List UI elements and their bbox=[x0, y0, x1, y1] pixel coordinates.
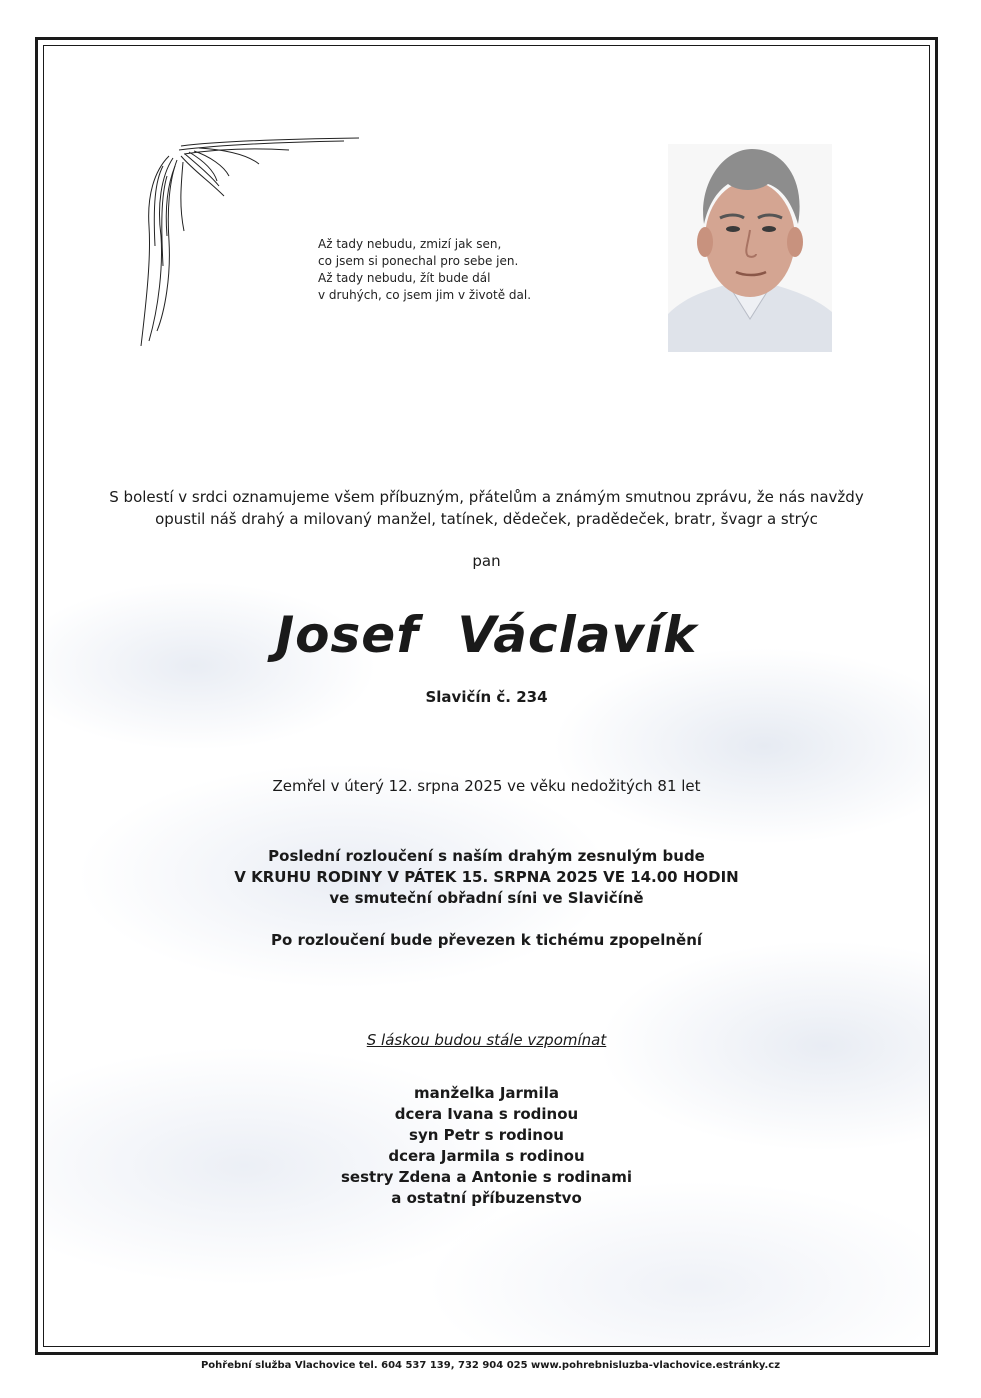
last-name: Václavík bbox=[457, 606, 698, 664]
deceased-name bbox=[44, 606, 929, 664]
deceased-address: Slavičín č. 234 bbox=[425, 688, 548, 706]
farewell-line: ve smuteční obřadní síni ve Slavičíně bbox=[329, 889, 644, 907]
mourners-list bbox=[44, 1083, 929, 1209]
mourner-item: dcera Jarmila s rodinou bbox=[388, 1147, 585, 1165]
inner-border bbox=[43, 45, 930, 1347]
farewell-line: Poslední rozloučení s naším drahým zesnulým bude bbox=[268, 847, 705, 865]
poem-line: co jsem si ponechal pro sebe jen. bbox=[318, 254, 519, 268]
mourner-item: manželka Jarmila bbox=[414, 1084, 559, 1102]
outer-border bbox=[35, 37, 938, 1355]
intro-line: opustil náš drahý a milovaný manžel, tatínek, dědeček, pradědeček, bratr, švagr a strýc bbox=[155, 510, 818, 528]
poem-line: Až tady nebudu, zmizí jak sen, bbox=[318, 237, 502, 251]
funeral-service-footer: Pohřební služba Vlachovice tel. 604 537 139, 732 904 025 www.pohrebnisluzba-vlachovice.estránky.cz bbox=[200, 1360, 781, 1371]
portrait-photo bbox=[668, 144, 832, 352]
poem-line: v druhých, co jsem jim v životě dal. bbox=[318, 288, 532, 302]
cremation-note: Po rozloučení bude převezen k tichému zpopelnění bbox=[270, 931, 703, 949]
mourners-heading: S láskou budou stále vzpomínat bbox=[366, 1031, 607, 1049]
first-name: Josef bbox=[275, 606, 419, 664]
honorific: pan bbox=[472, 552, 501, 570]
farewell-line: V KRUHU RODINY V PÁTEK 15. SRPNA 2025 VE 14.00 HODIN bbox=[234, 868, 739, 886]
announcement-intro bbox=[44, 486, 929, 530]
memorial-poem bbox=[318, 236, 531, 304]
farewell-details bbox=[44, 846, 929, 909]
mourner-item: syn Petr s rodinou bbox=[409, 1126, 564, 1144]
mourner-item: sestry Zdena a Antonie s rodinami bbox=[340, 1168, 633, 1186]
mourner-item: a ostatní příbuzenstvo bbox=[391, 1189, 582, 1207]
intro-line: S bolestí v srdci oznamujeme všem příbuzným, přátelům a známým smutnou zprávu, že nás navždy bbox=[109, 488, 864, 506]
mourner-item: dcera Ivana s rodinou bbox=[394, 1105, 579, 1123]
poem-line: Až tady nebudu, žít bude dál bbox=[318, 271, 491, 285]
death-note: Zemřel v úterý 12. srpna 2025 ve věku nedožitých 81 let bbox=[272, 777, 701, 795]
